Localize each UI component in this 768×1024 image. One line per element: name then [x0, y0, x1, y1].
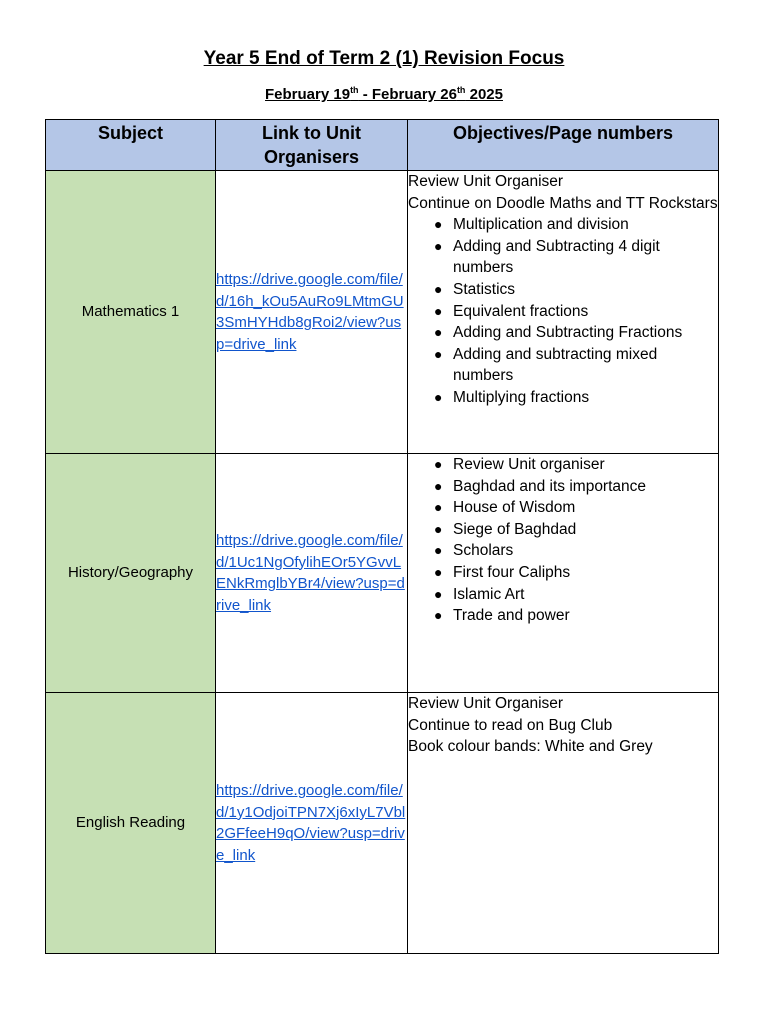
list-item-text: Siege of Baghdad [453, 520, 577, 538]
list-item [408, 454, 718, 476]
table-row [46, 693, 719, 954]
unit-organiser-link[interactable]: https://drive.google.com/file/d/1y1OdjoiTPN7Xj6xIyL7Vbl2GFfeeH9qO/view?usp=drive_link [216, 782, 406, 864]
objective-intro: Review Unit Organiser [408, 173, 564, 190]
list-item-text: Islamic Art [453, 585, 525, 603]
bullet-icon: ● [434, 499, 443, 516]
list-item-text: House of Wisdom [453, 499, 576, 517]
bullet-icon: ● [434, 280, 443, 297]
objective-intro: Review Unit Organiser [408, 695, 564, 712]
bullet-icon: ● [434, 216, 443, 233]
unit-organiser-link[interactable]: https://drive.google.com/file/d/1Uc1NgOfylihEOr5YGvvLENkRmglbYBr4/view?usp=drive_link [216, 532, 405, 614]
list-item [408, 214, 718, 236]
list-item-text: Trade and power [453, 607, 570, 625]
subject-cell: Mathematics 1 [46, 171, 216, 454]
list-item [408, 584, 718, 606]
date-separator: - February 26 [358, 86, 457, 103]
date-start: February 19 [265, 86, 351, 103]
list-item-text: First four Caliphs [453, 563, 571, 581]
table-row [46, 454, 719, 693]
list-item [408, 301, 718, 323]
list-item-text: Adding and subtracting mixed numbers [453, 345, 658, 385]
list-item-text: Multiplying fractions [453, 388, 590, 406]
objective-intro: Continue to read on Bug Club [408, 716, 613, 734]
objectives-list [408, 214, 718, 408]
date-range [0, 85, 768, 105]
table-header-row [46, 120, 719, 171]
list-item-text: Review Unit organiser [453, 456, 605, 473]
link-cell [216, 171, 408, 454]
bullet-icon: ● [434, 237, 443, 254]
objectives-list [408, 454, 718, 627]
date-year: 2025 [465, 86, 503, 103]
bullet-icon: ● [434, 345, 443, 362]
list-item-text: Baghdad and its importance [453, 477, 647, 495]
list-item [408, 322, 718, 344]
list-item [408, 562, 718, 584]
date-start-suffix: th [350, 85, 359, 95]
bullet-icon: ● [434, 477, 443, 494]
objectives-cell [408, 693, 719, 954]
bullet-icon: ● [434, 563, 443, 580]
subject-cell: English Reading [46, 693, 216, 954]
list-item [408, 387, 718, 409]
list-item [408, 540, 718, 562]
link-cell [216, 454, 408, 693]
objectives-cell [408, 454, 719, 693]
revision-table [45, 119, 719, 954]
list-item-text: Statistics [453, 280, 516, 298]
bullet-icon: ● [434, 607, 443, 624]
objective-intro: Book colour bands: White and Grey [408, 738, 653, 756]
table-row [46, 171, 719, 454]
bullet-icon: ● [434, 324, 443, 341]
list-item-text: Multiplication and division [453, 216, 629, 234]
list-item [408, 497, 718, 519]
header-objectives: Objectives/Page numbers [408, 120, 719, 171]
list-item-text: Adding and Subtracting 4 digit numbers [453, 237, 660, 277]
bullet-icon: ● [434, 520, 443, 537]
link-cell [216, 693, 408, 954]
header-link: Link to Unit Organisers [216, 120, 408, 171]
list-item [408, 344, 718, 387]
document-title: Year 5 End of Term 2 (1) Revision Focus [203, 48, 565, 69]
list-item-text: Scholars [453, 542, 514, 560]
unit-organiser-link[interactable]: https://drive.google.com/file/d/16h_kOu5AuRo9LMtmGU3SmHYHdb8gRoi2/view?usp=drive_link [216, 271, 404, 353]
list-item [408, 519, 718, 541]
bullet-icon: ● [434, 302, 443, 319]
objective-intro: Continue on Doodle Maths and TT Rockstars [408, 194, 718, 212]
subject-cell: History/Geography [46, 454, 216, 693]
bullet-icon: ● [434, 585, 443, 602]
list-item-text: Equivalent fractions [453, 302, 589, 320]
bullet-icon: ● [434, 542, 443, 559]
list-item [408, 279, 718, 301]
header-subject: Subject [46, 120, 216, 171]
objectives-cell [408, 171, 719, 454]
bullet-icon: ● [434, 388, 443, 405]
list-item-text: Adding and Subtracting Fractions [453, 324, 683, 342]
date-end-suffix: th [456, 85, 466, 95]
bullet-icon: ● [434, 456, 443, 472]
list-item [408, 605, 718, 627]
list-item [408, 476, 718, 498]
list-item [408, 236, 718, 279]
